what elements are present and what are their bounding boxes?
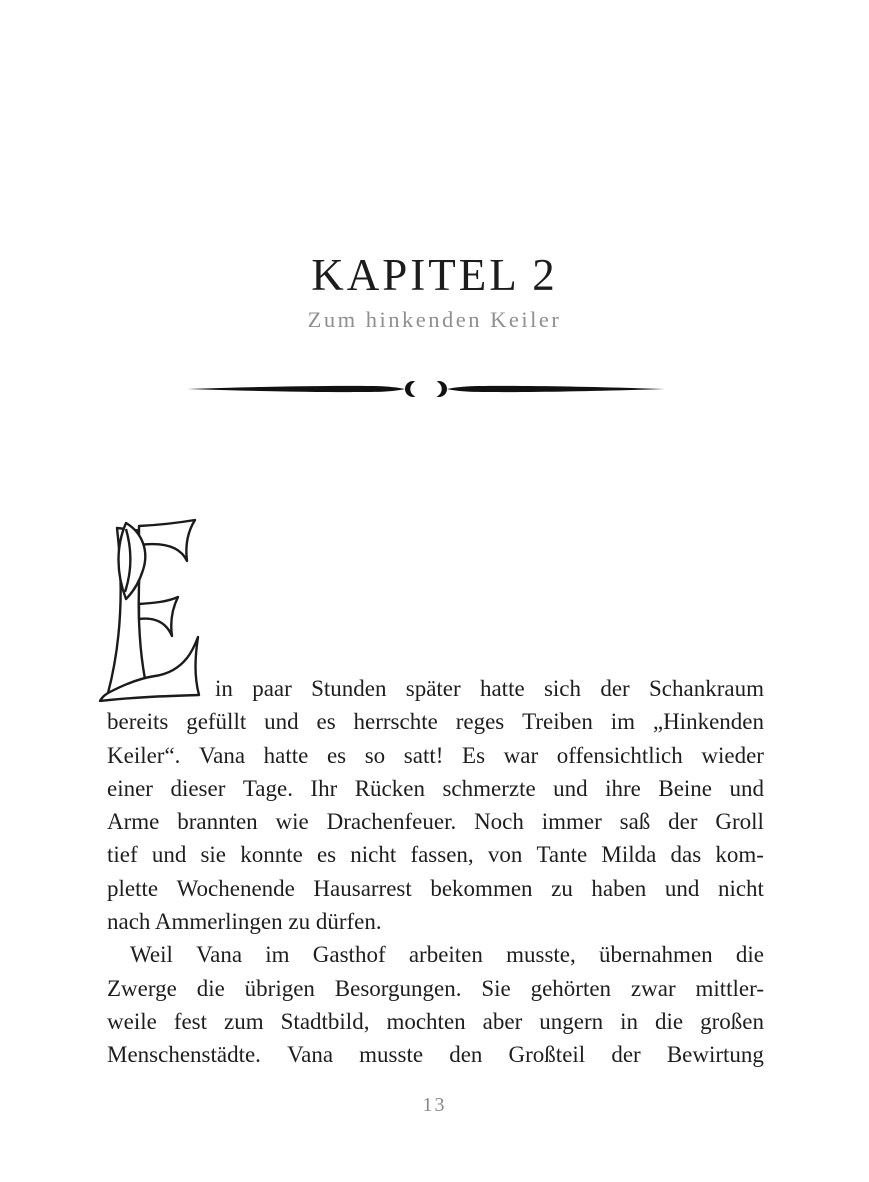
chapter-title: KAPITEL 2 [311, 250, 558, 300]
body-text-line: Keiler“. Vana hatte es so satt! Es war offensichtlich wieder [107, 742, 764, 768]
body-text [107, 672, 764, 1072]
body-text-line: einer dieser Tage. Ihr Rücken schmerzte und ihre Beine und [107, 775, 764, 801]
body-text-line: weile fest zum Stadtbild, mochten aber ungern in die großen [107, 1008, 764, 1034]
crescent-right-cutout [425, 381, 441, 397]
body-text-line: nach Ammerlingen zu dürfen. [107, 909, 382, 935]
body-text-line: Weil Vana im Gasthof arbeiten musste, übernahmen die [130, 942, 764, 968]
body-text-line: tief und sie konnte es nicht fassen, von Tante Milda das kom- [107, 842, 764, 868]
section-divider-ornament [186, 380, 666, 398]
drop-cap-top-arm [139, 520, 195, 561]
crescent-left-cutout [410, 381, 426, 397]
body-text-line: bereits gefüllt und es herrschte reges Treiben im „Hinkenden [107, 709, 764, 735]
body-text-line: in paar Stunden später hatte sich der Schankraum [215, 676, 764, 701]
page-number: 13 [422, 1094, 447, 1116]
divider-left-flourish-line [187, 386, 405, 392]
body-text-line: Menschenstädte. Vana musste den Großteil der Bewirtung [107, 1042, 764, 1068]
drop-cap-middle-arm [139, 597, 178, 636]
divider-right-flourish-line [447, 386, 665, 392]
body-text-line: Zwerge die übrigen Besorgungen. Sie gehörten zwar mittler- [107, 975, 764, 1001]
body-text-line: plette Wochenende Hausarrest bekommen zu haben und nicht [107, 875, 764, 901]
body-text-line: Arme brannten wie Drachenfeuer. Noch immer saß der Groll [107, 809, 764, 835]
chapter-subtitle: Zum hinkenden Keiler [307, 307, 562, 332]
